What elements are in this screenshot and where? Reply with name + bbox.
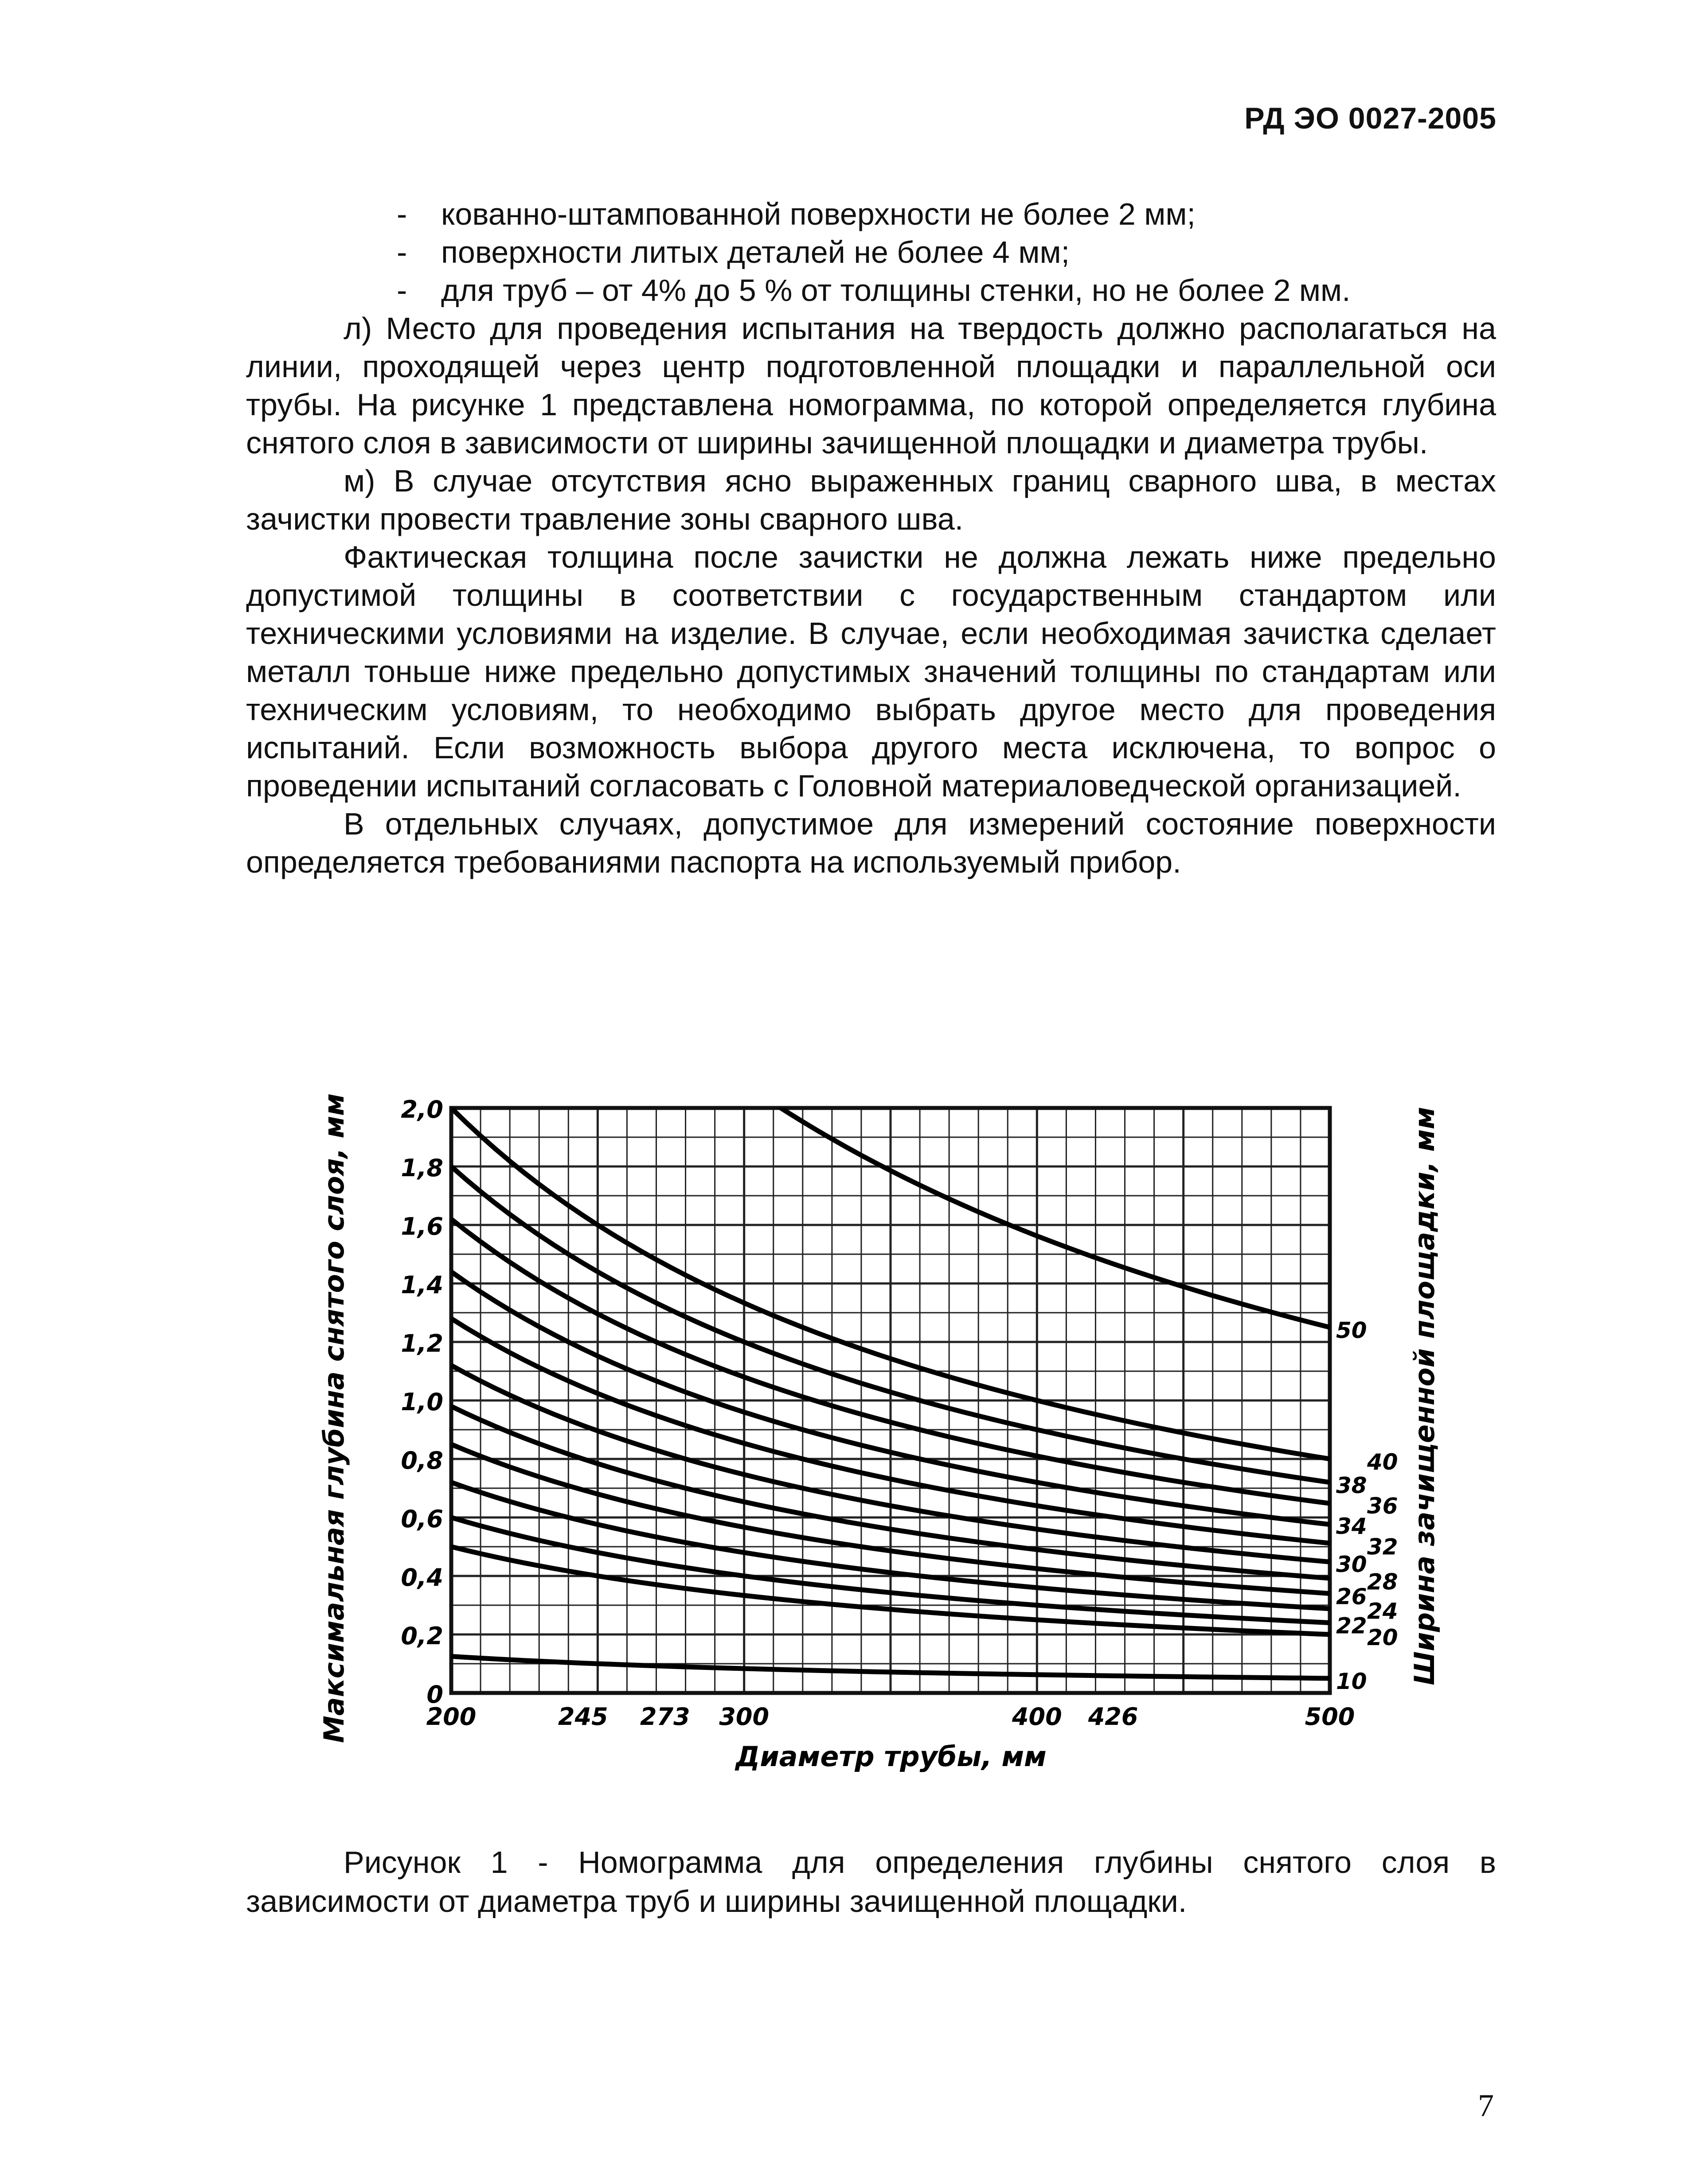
y-tick-label: 1,8 — [401, 1154, 443, 1182]
y-axis-ticks — [401, 1096, 443, 1708]
x-tick-label: 245 — [558, 1703, 608, 1731]
y-tick-label: 1,6 — [401, 1213, 443, 1240]
series-label-20: 20 — [1367, 1625, 1398, 1650]
y-tick-label: 0,4 — [401, 1564, 443, 1591]
page-number: 7 — [1478, 2088, 1494, 2123]
series-label-24: 24 — [1367, 1598, 1398, 1624]
bullet-item: - поверхности литых деталей не более 4 мм; — [246, 233, 1496, 271]
x-tick-label: 300 — [719, 1703, 770, 1731]
y-tick-label: 0 — [426, 1681, 443, 1708]
series-label-50: 50 — [1336, 1318, 1367, 1343]
paragraph-l: л) Место для проведения испытания на твердость должно располагаться на линии, проходящей через центр подготовленной площадки и параллельной оси трубы. На рисунке 1 представлена номограмма, по которой определяется глубина снятого слоя в зависимости от ширины зачищенной площадки и диаметра трубы. — [246, 311, 1496, 460]
series-label-30: 30 — [1336, 1552, 1367, 1577]
y-tick-label: 0,6 — [401, 1505, 443, 1533]
y-tick-label: 2,0 — [401, 1096, 443, 1123]
y-tick-label: 0,2 — [401, 1622, 443, 1650]
x-tick-label: 273 — [640, 1703, 690, 1731]
chart-grid — [451, 1108, 1330, 1693]
series-label-32: 32 — [1367, 1534, 1398, 1560]
series-label-40: 40 — [1367, 1449, 1398, 1475]
secondary-axis-title: Ширина зачищенной площадки, мм — [1408, 1107, 1441, 1685]
document-code: РД ЭО 0027-2005 — [1244, 101, 1497, 135]
paragraph-thickness: Фактическая толщина после зачистки не должна лежать ниже предельно допустимой толщины в соответствии с государственным стандартом или техническими условиями на изделие. В случае, если необходимая зачистка сделает металл тоньше ниже предельно допустимых значений толщины по стандартам или техническим условиям, то необходимо выбрать другое место для проведения испытаний. Если возможность выбора другого места исключена, то вопрос о проведении испытаний согласовать с Головной материаловедческой организацией. — [246, 540, 1496, 803]
x-tick-label: 500 — [1305, 1703, 1355, 1731]
y-tick-label: 0,8 — [401, 1447, 443, 1474]
x-axis-title: Диаметр трубы, мм — [735, 1740, 1047, 1773]
y-axis-title: Максимальная глубина снятого слоя, мм — [318, 1093, 350, 1743]
series-label-28: 28 — [1367, 1569, 1398, 1595]
series-label-26: 26 — [1336, 1583, 1367, 1610]
series-labels — [1336, 1318, 1398, 1694]
bullet-item: - кованно-штампованной поверхности не более 2 мм; — [246, 195, 1496, 233]
bullet-item: - для труб – от 4% до 5 % от толщины стенки, но не более 2 мм. — [246, 271, 1496, 309]
y-tick-label: 1,2 — [401, 1330, 443, 1357]
y-tick-label: 1,4 — [401, 1271, 443, 1299]
x-tick-label: 426 — [1088, 1703, 1138, 1731]
series-label-22: 22 — [1336, 1613, 1367, 1639]
x-tick-label: 200 — [426, 1703, 477, 1731]
y-tick-label: 1,0 — [401, 1388, 443, 1416]
x-tick-label: 400 — [1012, 1703, 1062, 1731]
series-label-36: 36 — [1367, 1493, 1398, 1519]
x-axis-ticks — [426, 1703, 1355, 1731]
series-label-38: 38 — [1336, 1472, 1367, 1498]
paragraph-m: м) В случае отсутствия ясно выраженных границ сварного шва, в местах зачистки провести травление зоны сварного шва. — [246, 464, 1496, 536]
series-label-34: 34 — [1336, 1513, 1367, 1540]
series-label-10: 10 — [1336, 1669, 1367, 1694]
paragraph-passport: В отдельных случаях, допустимое для измерений состояние поверхности определяется требованиями паспорта на используемый прибор. — [246, 807, 1496, 879]
figure-caption: Рисунок 1 - Номограмма для определения глубины снятого слоя в зависимости от диаметра труб и ширины зачищенной площадки. — [246, 1845, 1496, 1919]
